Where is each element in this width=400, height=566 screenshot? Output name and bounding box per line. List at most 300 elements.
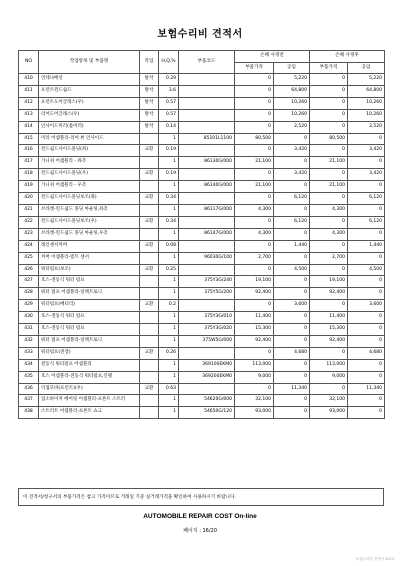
cell-part-code: [179, 109, 235, 121]
cell-before-part-price: 0: [235, 216, 274, 228]
cell-item-name: 윈드쉴드사이드몰딩보조(좌): [39, 193, 140, 205]
header-after-adjustment: 손해 사정후: [310, 51, 385, 63]
table-row: [19, 145, 385, 157]
cell-no: 417: [19, 157, 39, 169]
cell-work-type: [140, 324, 159, 336]
cell-after-part-price: 0: [310, 240, 348, 252]
cell-before-part-price: 0: [235, 193, 274, 205]
cell-before-part-price: 0: [235, 347, 274, 359]
cell-no: 418: [19, 169, 39, 181]
table-row: [19, 133, 385, 145]
cell-no: 416: [19, 145, 39, 157]
cell-after-labor: 0: [348, 312, 385, 324]
cell-item-name: 워터펌프(전장): [39, 347, 140, 359]
cell-work-type: [140, 133, 159, 145]
cell-after-labor: 10,260: [348, 109, 385, 121]
watermark-text: 보험수리비 견적서 2023: [355, 557, 394, 561]
cell-work-type: [140, 407, 159, 419]
cell-before-part-price: 21,100: [235, 181, 274, 193]
cell-part-code: [179, 145, 235, 157]
cell-after-part-price: 0: [310, 300, 348, 312]
cell-item-name: 가니쉬 어셈블리 - 우측: [39, 181, 140, 193]
cell-no: 431: [19, 324, 39, 336]
cell-part-code: 96030G/100: [179, 252, 235, 264]
cell-after-part-price: 0: [310, 145, 348, 157]
cell-item-name: 가니쉬 어셈블리 - 좌측: [39, 157, 140, 169]
cell-after-part-price: 0: [310, 347, 348, 359]
cell-before-labor: 0: [274, 228, 310, 240]
cell-part-code: [179, 121, 235, 133]
cell-work-type: 교환: [140, 169, 159, 181]
cell-after-labor: 0: [348, 359, 385, 371]
cell-no: 413: [19, 109, 39, 121]
table-row: [19, 395, 385, 407]
cell-before-part-price: 21,100: [235, 157, 274, 169]
cell-before-labor: 10,260: [274, 109, 310, 121]
table-row: [19, 228, 385, 240]
cell-work-type: [140, 276, 159, 288]
cell-after-part-price: 0: [310, 169, 348, 181]
cell-after-part-price: 0: [310, 85, 348, 97]
table-row: [19, 181, 385, 193]
cell-part-code: [179, 169, 235, 181]
cell-part-code: 375Y3G/020: [179, 324, 235, 336]
cell-item-name: 미러 어셈블리-리어 뷰 인사이드: [39, 133, 140, 145]
header-after-part-price: 부품가격: [310, 62, 348, 74]
cell-after-part-price: 92,400: [310, 288, 348, 300]
cell-hq: 1: [159, 181, 179, 193]
cell-item-name: 워터펌프(배터리): [39, 300, 140, 312]
cell-no: 425: [19, 252, 39, 264]
table-row: [19, 288, 385, 300]
table-row: [19, 312, 385, 324]
cell-before-part-price: 92,400: [235, 335, 274, 347]
cell-part-code: 85101L1100: [179, 133, 235, 145]
cell-part-code: [179, 264, 235, 276]
cell-hq: 0.63: [159, 383, 179, 395]
table-row: [19, 252, 385, 264]
cell-item-name: 스트러트 어셈블리-프론트 쇼크: [39, 407, 140, 419]
cell-work-type: [140, 312, 159, 324]
cell-hq: 1: [159, 276, 179, 288]
cell-before-part-price: 93,000: [235, 407, 274, 419]
cell-before-labor: 0: [274, 335, 310, 347]
table-row: [19, 347, 385, 359]
cell-work-type: 교환: [140, 216, 159, 228]
cell-before-part-price: 4,300: [235, 204, 274, 216]
cell-after-part-price: 0: [310, 264, 348, 276]
cell-work-type: [140, 288, 159, 300]
cell-before-labor: 5,220: [274, 74, 310, 86]
document-title: 보험수리비 견적서: [157, 29, 243, 40]
cell-work-type: 탈착: [140, 109, 159, 121]
estimate-table: [18, 50, 385, 419]
cell-before-labor: 4,500: [274, 264, 310, 276]
cell-item-name: 워터 펌프 어셈블리-일렉트로닉: [39, 288, 140, 300]
cell-before-labor: 0: [274, 276, 310, 288]
cell-after-labor: 1,440: [348, 240, 385, 252]
header-work-item: 작업항목 및 부품명: [39, 51, 140, 74]
header-work: 작업: [140, 51, 159, 74]
cell-part-code: 369100EKM0: [179, 359, 235, 371]
cell-before-labor: 0: [274, 395, 310, 407]
cell-after-labor: 0: [348, 157, 385, 169]
cell-no: 421: [19, 204, 39, 216]
table-row: [19, 121, 385, 133]
header-before-part-price: 부품가격: [235, 62, 274, 74]
table-row: [19, 359, 385, 371]
cell-work-type: 교환: [140, 347, 159, 359]
cell-item-name: 연테나배선: [39, 74, 140, 86]
cell-hq: 1: [159, 312, 179, 324]
cell-part-code: [179, 97, 235, 109]
cell-before-labor: 6,120: [274, 216, 310, 228]
cell-part-code: 375W5G/000: [179, 335, 235, 347]
cell-after-part-price: 4,300: [310, 228, 348, 240]
cell-before-part-price: 15,300: [235, 324, 274, 336]
cell-no: 420: [19, 193, 39, 205]
cell-after-part-price: 0: [310, 121, 348, 133]
cell-item-name: 윈드쉴드사이드몰딩보조(우): [39, 216, 140, 228]
cell-after-labor: 6,120: [348, 216, 385, 228]
cell-after-labor: 0: [348, 228, 385, 240]
table-row: [19, 204, 385, 216]
cell-work-type: 교환: [140, 240, 159, 252]
cell-no: 422: [19, 216, 39, 228]
cell-work-type: [140, 395, 159, 407]
cell-after-labor: 0: [348, 324, 385, 336]
table-row: [19, 240, 385, 252]
cell-part-code: [179, 300, 235, 312]
cell-no: 411: [19, 85, 39, 97]
cell-item-name: 커버 어셈블리-빌트 센서: [39, 252, 140, 264]
cell-item-name: 호스-전동식 워터 펌프: [39, 324, 140, 336]
cell-work-type: [140, 252, 159, 264]
cell-item-name: 호스 어셈블리-전동식 워터펌프,인렛: [39, 371, 140, 383]
cell-before-part-price: 0: [235, 300, 274, 312]
cell-item-name: 호스-전동식 워터 펌프: [39, 276, 140, 288]
cell-no: 429: [19, 300, 39, 312]
cell-item-name: 전동식 워터펌프 어셈블리: [39, 359, 140, 371]
cell-hq: 1: [159, 324, 179, 336]
table-row: [19, 193, 385, 205]
cell-work-type: [140, 335, 159, 347]
cell-item-name: 윈드쉴드사이드몰딩(우): [39, 169, 140, 181]
cell-work-type: 탈착: [140, 74, 159, 86]
cell-after-part-price: 93,000: [310, 407, 348, 419]
cell-no: 432: [19, 335, 39, 347]
cell-no: 430: [19, 312, 39, 324]
cell-after-part-price: 19,100: [310, 276, 348, 288]
cell-before-labor: 0: [274, 252, 310, 264]
table-row: [19, 74, 385, 86]
cell-before-part-price: 32,100: [235, 395, 274, 407]
cell-after-part-price: 2,700: [310, 252, 348, 264]
cell-before-labor: 0: [274, 157, 310, 169]
cell-after-part-price: 21,100: [310, 181, 348, 193]
cell-before-part-price: 0: [235, 383, 274, 395]
cell-part-code: 375Y5G/200: [179, 288, 235, 300]
cell-no: 419: [19, 181, 39, 193]
cell-no: 428: [19, 288, 39, 300]
cell-before-labor: 0: [274, 204, 310, 216]
cell-after-labor: 5,220: [348, 74, 385, 86]
cell-item-name: 인사이드미러(룸미러): [39, 121, 140, 133]
cell-before-part-price: 113,000: [235, 359, 274, 371]
cell-hq: 0.26: [159, 347, 179, 359]
cell-before-labor: 6,120: [274, 193, 310, 205]
cell-no: 435: [19, 371, 39, 383]
table-row: [19, 97, 385, 109]
cell-work-type: 교환: [140, 264, 159, 276]
cell-item-name: 브라켓-윈드쉴드 몰딩 마운팅,우측: [39, 228, 140, 240]
cell-item-name: 업소바이저 베어링 어셈블리-프론트 스트러: [39, 395, 140, 407]
cell-hq: 1: [159, 228, 179, 240]
cell-after-labor: 6,120: [348, 193, 385, 205]
cell-hq: 1: [159, 371, 179, 383]
cell-part-code: [179, 85, 235, 97]
cell-after-part-price: 0: [310, 193, 348, 205]
header-before-adjustment: 손해 사정전: [235, 51, 310, 63]
cell-before-part-price: 0: [235, 97, 274, 109]
cell-hq: 0.57: [159, 109, 179, 121]
footer-brand: AUTOMOBILE REPAIR COST On-line: [143, 513, 257, 520]
cell-before-labor: 0: [274, 181, 310, 193]
cell-after-part-price: 92,400: [310, 335, 348, 347]
cell-before-labor: 3,420: [274, 169, 310, 181]
table-row: [19, 169, 385, 181]
cell-before-part-price: 0: [235, 74, 274, 86]
cell-hq: 0.34: [159, 216, 179, 228]
cell-before-part-price: 0: [235, 121, 274, 133]
cell-after-labor: 2,520: [348, 121, 385, 133]
cell-item-name: 프런트도어글래스(우): [39, 97, 140, 109]
cell-work-type: 교환: [140, 383, 159, 395]
estimate-rows: [19, 74, 385, 419]
cell-item-name: 프런트윈드쉴드: [39, 85, 140, 97]
cell-after-part-price: 15,300: [310, 324, 348, 336]
cell-after-part-price: 9,000: [310, 371, 348, 383]
cell-item-name: 호스-전동식 워터 펌프: [39, 312, 140, 324]
cell-before-part-price: 11,400: [235, 312, 274, 324]
cell-after-part-price: 0: [310, 97, 348, 109]
cell-after-part-price: 11,400: [310, 312, 348, 324]
cell-part-code: [179, 383, 235, 395]
cell-part-code: 54620G/000: [179, 395, 235, 407]
cell-work-type: [140, 204, 159, 216]
cell-work-type: [140, 359, 159, 371]
cell-before-labor: 0: [274, 288, 310, 300]
cell-no: 424: [19, 240, 39, 252]
cell-hq: 3.6: [159, 85, 179, 97]
cell-after-labor: 0: [348, 252, 385, 264]
header-no: NO: [19, 51, 39, 74]
cell-work-type: 탈착: [140, 97, 159, 109]
cell-after-part-price: 21,100: [310, 157, 348, 169]
header-part-code: 부품코드: [179, 51, 235, 74]
cell-after-labor: 0: [348, 407, 385, 419]
cell-no: 412: [19, 97, 39, 109]
cell-before-labor: 0: [274, 407, 310, 419]
cell-after-part-price: 113,000: [310, 359, 348, 371]
cell-before-part-price: 0: [235, 240, 274, 252]
table-row: [19, 85, 385, 97]
page-number: 페이지 : 16/20: [183, 528, 217, 534]
table-row: [19, 264, 385, 276]
cell-work-type: 교환: [140, 145, 159, 157]
cell-after-labor: 0: [348, 204, 385, 216]
cell-part-code: [179, 193, 235, 205]
cell-after-part-price: 0: [310, 216, 348, 228]
cell-hq: 1: [159, 288, 179, 300]
cell-after-part-price: 32,100: [310, 395, 348, 407]
price-notice: 이 견적서/청구서의 부품가격은 참고 가격이므로 거래일 기준 실거래가격을 확인하여 사용하시기 바랍니다.: [18, 488, 384, 506]
cell-work-type: [140, 228, 159, 240]
header-before-labor: 공임: [274, 62, 310, 74]
table-row: [19, 300, 385, 312]
cell-no: 434: [19, 359, 39, 371]
cell-after-labor: 11,340: [348, 383, 385, 395]
cell-item-name: 워터펌프(보조): [39, 264, 140, 276]
cell-before-labor: 0: [274, 371, 310, 383]
table-row: [19, 335, 385, 347]
cell-part-code: [179, 240, 235, 252]
cell-before-part-price: 80,500: [235, 133, 274, 145]
cell-before-labor: 10,260: [274, 97, 310, 109]
cell-no: 415: [19, 133, 39, 145]
cell-before-part-price: 0: [235, 169, 274, 181]
cell-hq: 0.25: [159, 264, 179, 276]
cell-before-labor: 3,600: [274, 300, 310, 312]
cell-work-type: [140, 371, 159, 383]
cell-before-labor: 0: [274, 359, 310, 371]
cell-after-labor: 0: [348, 181, 385, 193]
cell-before-part-price: 0: [235, 85, 274, 97]
cell-after-part-price: 4,300: [310, 204, 348, 216]
cell-item-name: 브라켓-윈드쉴드 몰딩 마운팅,좌측: [39, 204, 140, 216]
cell-part-code: [179, 216, 235, 228]
cell-after-part-price: 0: [310, 383, 348, 395]
cell-no: 438: [19, 407, 39, 419]
cell-after-labor: 4,680: [348, 347, 385, 359]
cell-before-labor: 0: [274, 324, 310, 336]
cell-before-part-price: 4,300: [235, 228, 274, 240]
cell-hq: 0.2: [159, 300, 179, 312]
cell-before-labor: 4,680: [274, 347, 310, 359]
cell-item-name: 리어도어글래스(우): [39, 109, 140, 121]
cell-part-code: 375Y3G/010: [179, 312, 235, 324]
cell-hq: 0.08: [159, 240, 179, 252]
cell-before-labor: 0: [274, 312, 310, 324]
cell-after-labor: 0: [348, 276, 385, 288]
cell-work-type: 탈착: [140, 121, 159, 133]
cell-before-labor: 2,520: [274, 121, 310, 133]
cell-hq: 0.34: [159, 193, 179, 205]
table-row: [19, 324, 385, 336]
cell-after-part-price: 80,500: [310, 133, 348, 145]
cell-no: 410: [19, 74, 39, 86]
cell-after-labor: 0: [348, 335, 385, 347]
cell-before-part-price: 19,100: [235, 276, 274, 288]
cell-before-part-price: 92,400: [235, 288, 274, 300]
cell-hq: 0.19: [159, 169, 179, 181]
cell-item-name: 워터 펌프 어셈블리-일렉트로닉: [39, 335, 140, 347]
cell-work-type: 교환: [140, 193, 159, 205]
cell-hq: 1: [159, 395, 179, 407]
cell-before-part-price: 2,700: [235, 252, 274, 264]
table-row: [19, 216, 385, 228]
cell-item-name: 레인센서커버: [39, 240, 140, 252]
cell-before-part-price: 0: [235, 145, 274, 157]
cell-hq: 0.14: [159, 121, 179, 133]
cell-after-labor: 0: [348, 133, 385, 145]
cell-hq: 0.19: [159, 145, 179, 157]
cell-after-labor: 4,500: [348, 264, 385, 276]
table-row: [19, 407, 385, 419]
table-row: [19, 371, 385, 383]
cell-hq: 1: [159, 204, 179, 216]
cell-no: 436: [19, 383, 39, 395]
cell-before-labor: 64,800: [274, 85, 310, 97]
cell-part-code: [179, 74, 235, 86]
cell-part-code: 369200EKM0: [179, 371, 235, 383]
cell-hq: 0.29: [159, 74, 179, 86]
cell-after-labor: 0: [348, 395, 385, 407]
cell-part-code: 86140G/000: [179, 181, 235, 193]
cell-no: 427: [19, 276, 39, 288]
cell-work-type: 탈착: [140, 85, 159, 97]
cell-item-name: 익접모바(프런트)(우): [39, 383, 140, 395]
cell-before-part-price: 9,000: [235, 371, 274, 383]
cell-hq: 1: [159, 335, 179, 347]
cell-after-labor: 0: [348, 371, 385, 383]
header-after-labor: 공임: [348, 62, 385, 74]
cell-part-code: 375Y3G/240: [179, 276, 235, 288]
cell-hq: 1: [159, 407, 179, 419]
cell-before-part-price: 0: [235, 109, 274, 121]
cell-after-labor: 10,260: [348, 97, 385, 109]
table-row: [19, 109, 385, 121]
table-row: [19, 157, 385, 169]
cell-before-labor: 3,420: [274, 145, 310, 157]
cell-after-labor: 3,420: [348, 169, 385, 181]
cell-no: 426: [19, 264, 39, 276]
cell-before-labor: 0: [274, 133, 310, 145]
cell-after-labor: 64,800: [348, 85, 385, 97]
table-row: [19, 383, 385, 395]
cell-part-code: [179, 347, 235, 359]
cell-hq: 1: [159, 133, 179, 145]
cell-no: 433: [19, 347, 39, 359]
cell-hq: 1: [159, 157, 179, 169]
cell-after-labor: 0: [348, 288, 385, 300]
cell-part-code: 86130G/000: [179, 157, 235, 169]
cell-part-code: 86147G/000: [179, 228, 235, 240]
cell-no: 437: [19, 395, 39, 407]
cell-before-part-price: 0: [235, 264, 274, 276]
table-row: [19, 276, 385, 288]
cell-before-labor: 11,340: [274, 383, 310, 395]
cell-after-part-price: 0: [310, 109, 348, 121]
cell-hq: 1: [159, 359, 179, 371]
cell-hq: 1: [159, 252, 179, 264]
cell-after-labor: 3,420: [348, 145, 385, 157]
cell-part-code: 54650G/120: [179, 407, 235, 419]
cell-hq: 0.57: [159, 97, 179, 109]
cell-work-type: [140, 181, 159, 193]
header-hq: H,Q,%: [159, 51, 179, 74]
cell-no: 423: [19, 228, 39, 240]
